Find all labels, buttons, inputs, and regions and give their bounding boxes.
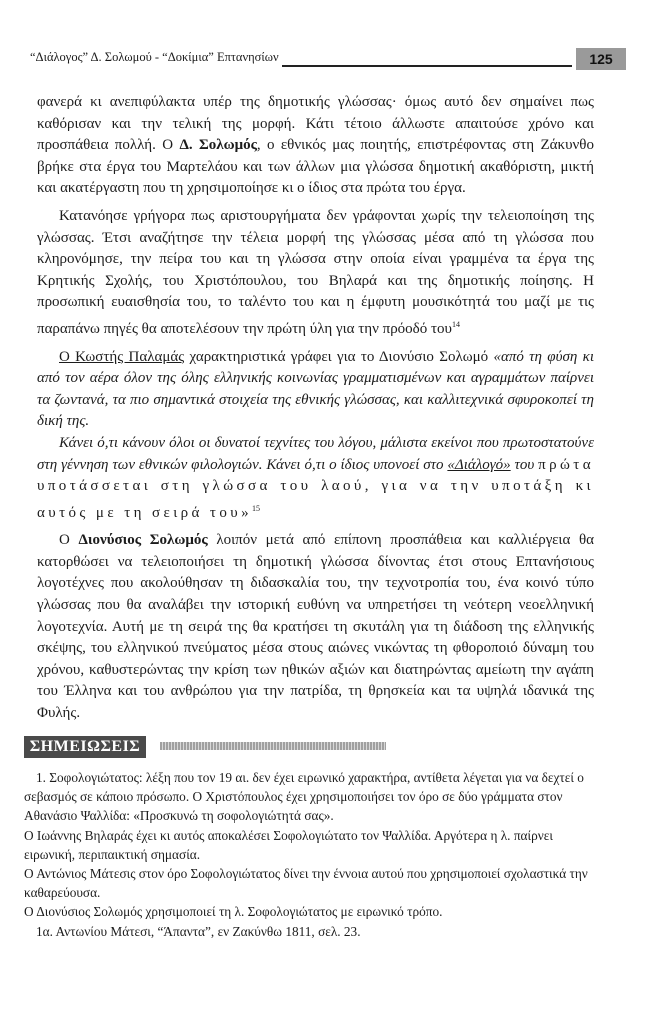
paragraph-4-text-b: του [510,456,535,473]
paragraph-4-text-a: Κάνει ό,τι κάνουν όλοι οι δυνατοί τεχνίτες του λόγου, μάλιστα εκείνοι που πρωτοστατούνε στη γέννηση των εθνικών φιλολογιών. Κάνει ό,τι ο ίδιος υπονοεί στο [37,434,594,473]
footnote-ref-15: 15 [252,503,260,513]
paragraph-2 [37,206,594,341]
paragraph-4 [37,433,594,524]
paragraph-5-text: λοιπόν μετά από επίπονη προσπάθεια και καλλιέργεια θα κατορθώσει να τελειοποιήσει τη δημοτική γλώσσα δίνοντας έτσι στους Επτανήσιους λογοτέχνες που ακολούθησαν τη διδασκαλία του, την τεχνοτροπία του, ένα κοινό τύπο γλώσσας που θα αναλάβει την ιστορική ευθύνη να υπηρετήσει τη νεότερη νεοελληνική λογοτεχνία. Αυτή με τη σειρά της θα κρατήσει τη σκυτάλη για τη διάδοση της ελληνικής σκέψης, του ελληνικού πνεύματος μέσα στους αιώνες νικώντας τη φθοροποιό δύναμη του χρόνου, καθυστερώντας την κρίση των ηθικών αξιών και διατηρώντας αμείωτη την αγάπη του Έλληνα και του ανθρώπου για την πατρίδα, τη θρησκεία και τα υψηλά ιδανικά της Φυλής. [37,532,594,722]
notes-heading-label: ΣΗΜΕΙΩΣΕΙΣ [24,736,146,758]
header-rule [282,65,572,67]
paragraph-1 [37,92,594,200]
author-name-solomos: Δ. Σολωμός [179,137,257,154]
note-1a: 1α. Αντωνίου Μάτεσι, “Άπαντα”, εν Ζακύνθω 1811, σελ. 23. [36,923,361,939]
dialogos-title: «Διάλογό» [447,456,511,473]
dionysios-solomos-name: Διονύσιος Σολωμός [78,532,208,549]
running-header [30,48,613,72]
main-text [37,92,594,725]
note-4: Ο Διονύσιος Σολωμός χρησιμοποιεί τη λ. Σοφολογιώτατος με ειρωνικό τρόπο. [24,904,443,920]
paragraph-3 [37,347,594,433]
note-1: 1. Σοφολογιώτατος: λέξη που τον 19 αι. δεν έχει ειρωνικό χαρακτήρα, αντίθετα λέγεται για να δεχτεί ο σεβασμός σε κάποιο πρόσωπο. Ο Χριστόπουλος έχει χρησιμοποιήσει τον όρο σε δύο γράμματα στον Αθανάσιο Ψαλλίδα: «Προσκυνώ τη σοφολογιώτητά σας». [24,770,584,824]
notes-section [24,768,592,941]
paragraph-1-text-a: φανερά κι ανεπιφύλακτα υπέρ της δημοτικής γλώσσας· όμως αυτό δεν σημαίνει πως καθόρισαν και την τελική της μορφή. Κάτι τέτοιο άλλωστε απαιτούσε χρόνο και προσπάθεια πολλή. Ο [37,94,594,154]
paragraph-5 [37,530,594,724]
paragraph-1-text-b: , ο εθνικός μας ποιητής, επιστρέφοντας στη Ζάκυνθο βρήκε στα έργα του Μαρτελάου και των άλλων μια γλώσσα δημοτική ακαθόριστη, μικτή και ακατέργαστη που τη χρησιμοποίησε κι ο ίδιος στα πρώτα του έργα. [37,137,594,197]
notes-heading-bar [160,742,386,750]
page-number: 125 [576,48,626,70]
paragraph-2-text: Κατανόησε γρήγορα πως αριστουργήματα δεν γράφονται χωρίς την τελειοποίηση της γλώσσας. Έτσι αναζήτησε την τέλεια μορφή της γλώσσας μέσα από τη γλώσσα που κληρονόμησε, την πείρα του και τη γλώσσα στην οποία είναι γραμμένα τα έργα της Κρητικής Σχολής, του Χριστόπουλου, του Βηλαρά και της δημοτικής ποίησης. Η προσωπική ευαισθησία του, το ταλέντο του και η έμφυτη μουσικότητά του μαζί με τις παραπάνω πηγές θα αποτελέσουν την πρώτη ύλη για την πρόοδό του [37,207,594,337]
palamas-name: Ο Κωστής Παλαμάς [59,348,185,365]
paragraph-5-pre: Ο [59,532,79,549]
note-3: Ο Αντώνιος Μάτεσις στον όρο Σοφολογιώτατος δίνει την έννοια αυτού που χρησιμοποιεί σχολαστικά την καθαρεύουσα. [24,866,588,901]
running-title: “Διάλογος” Δ. Σολωμού - “Δοκίμια” Επτανησίων [30,50,279,64]
paragraph-3-text: χαρακτηριστικά γράφει για το Διονύσιο Σολωμό [184,348,494,365]
footnote-ref-14: 14 [451,319,460,329]
note-2: Ο Ιωάννης Βηλαράς έχει κι αυτός αποκαλέσει Σοφολογιώτατο τον Ψαλλίδα. Αργότερα η λ. παίρνει ειρωνική, περιπαικτική σημασία. [24,827,553,862]
palamas-quote: «από τη φύση κι από τον αέρα όλον της όλης ελληνικής κοινωνίας γραμματισμένων και αγραμμάτων παίρνει τα ζωντανά, τα πιο σημαντικά στοιχεία της εθνικής γλώσσας, και καλλιτεχνικά σφυροκοπεί τη δική της. [37,348,594,430]
spaced-quote: πρώτα υποτάσσεται στη γλώσσα του λαού, για να την υποτάξη κι αυτός με τη σειρά του» [37,456,594,521]
